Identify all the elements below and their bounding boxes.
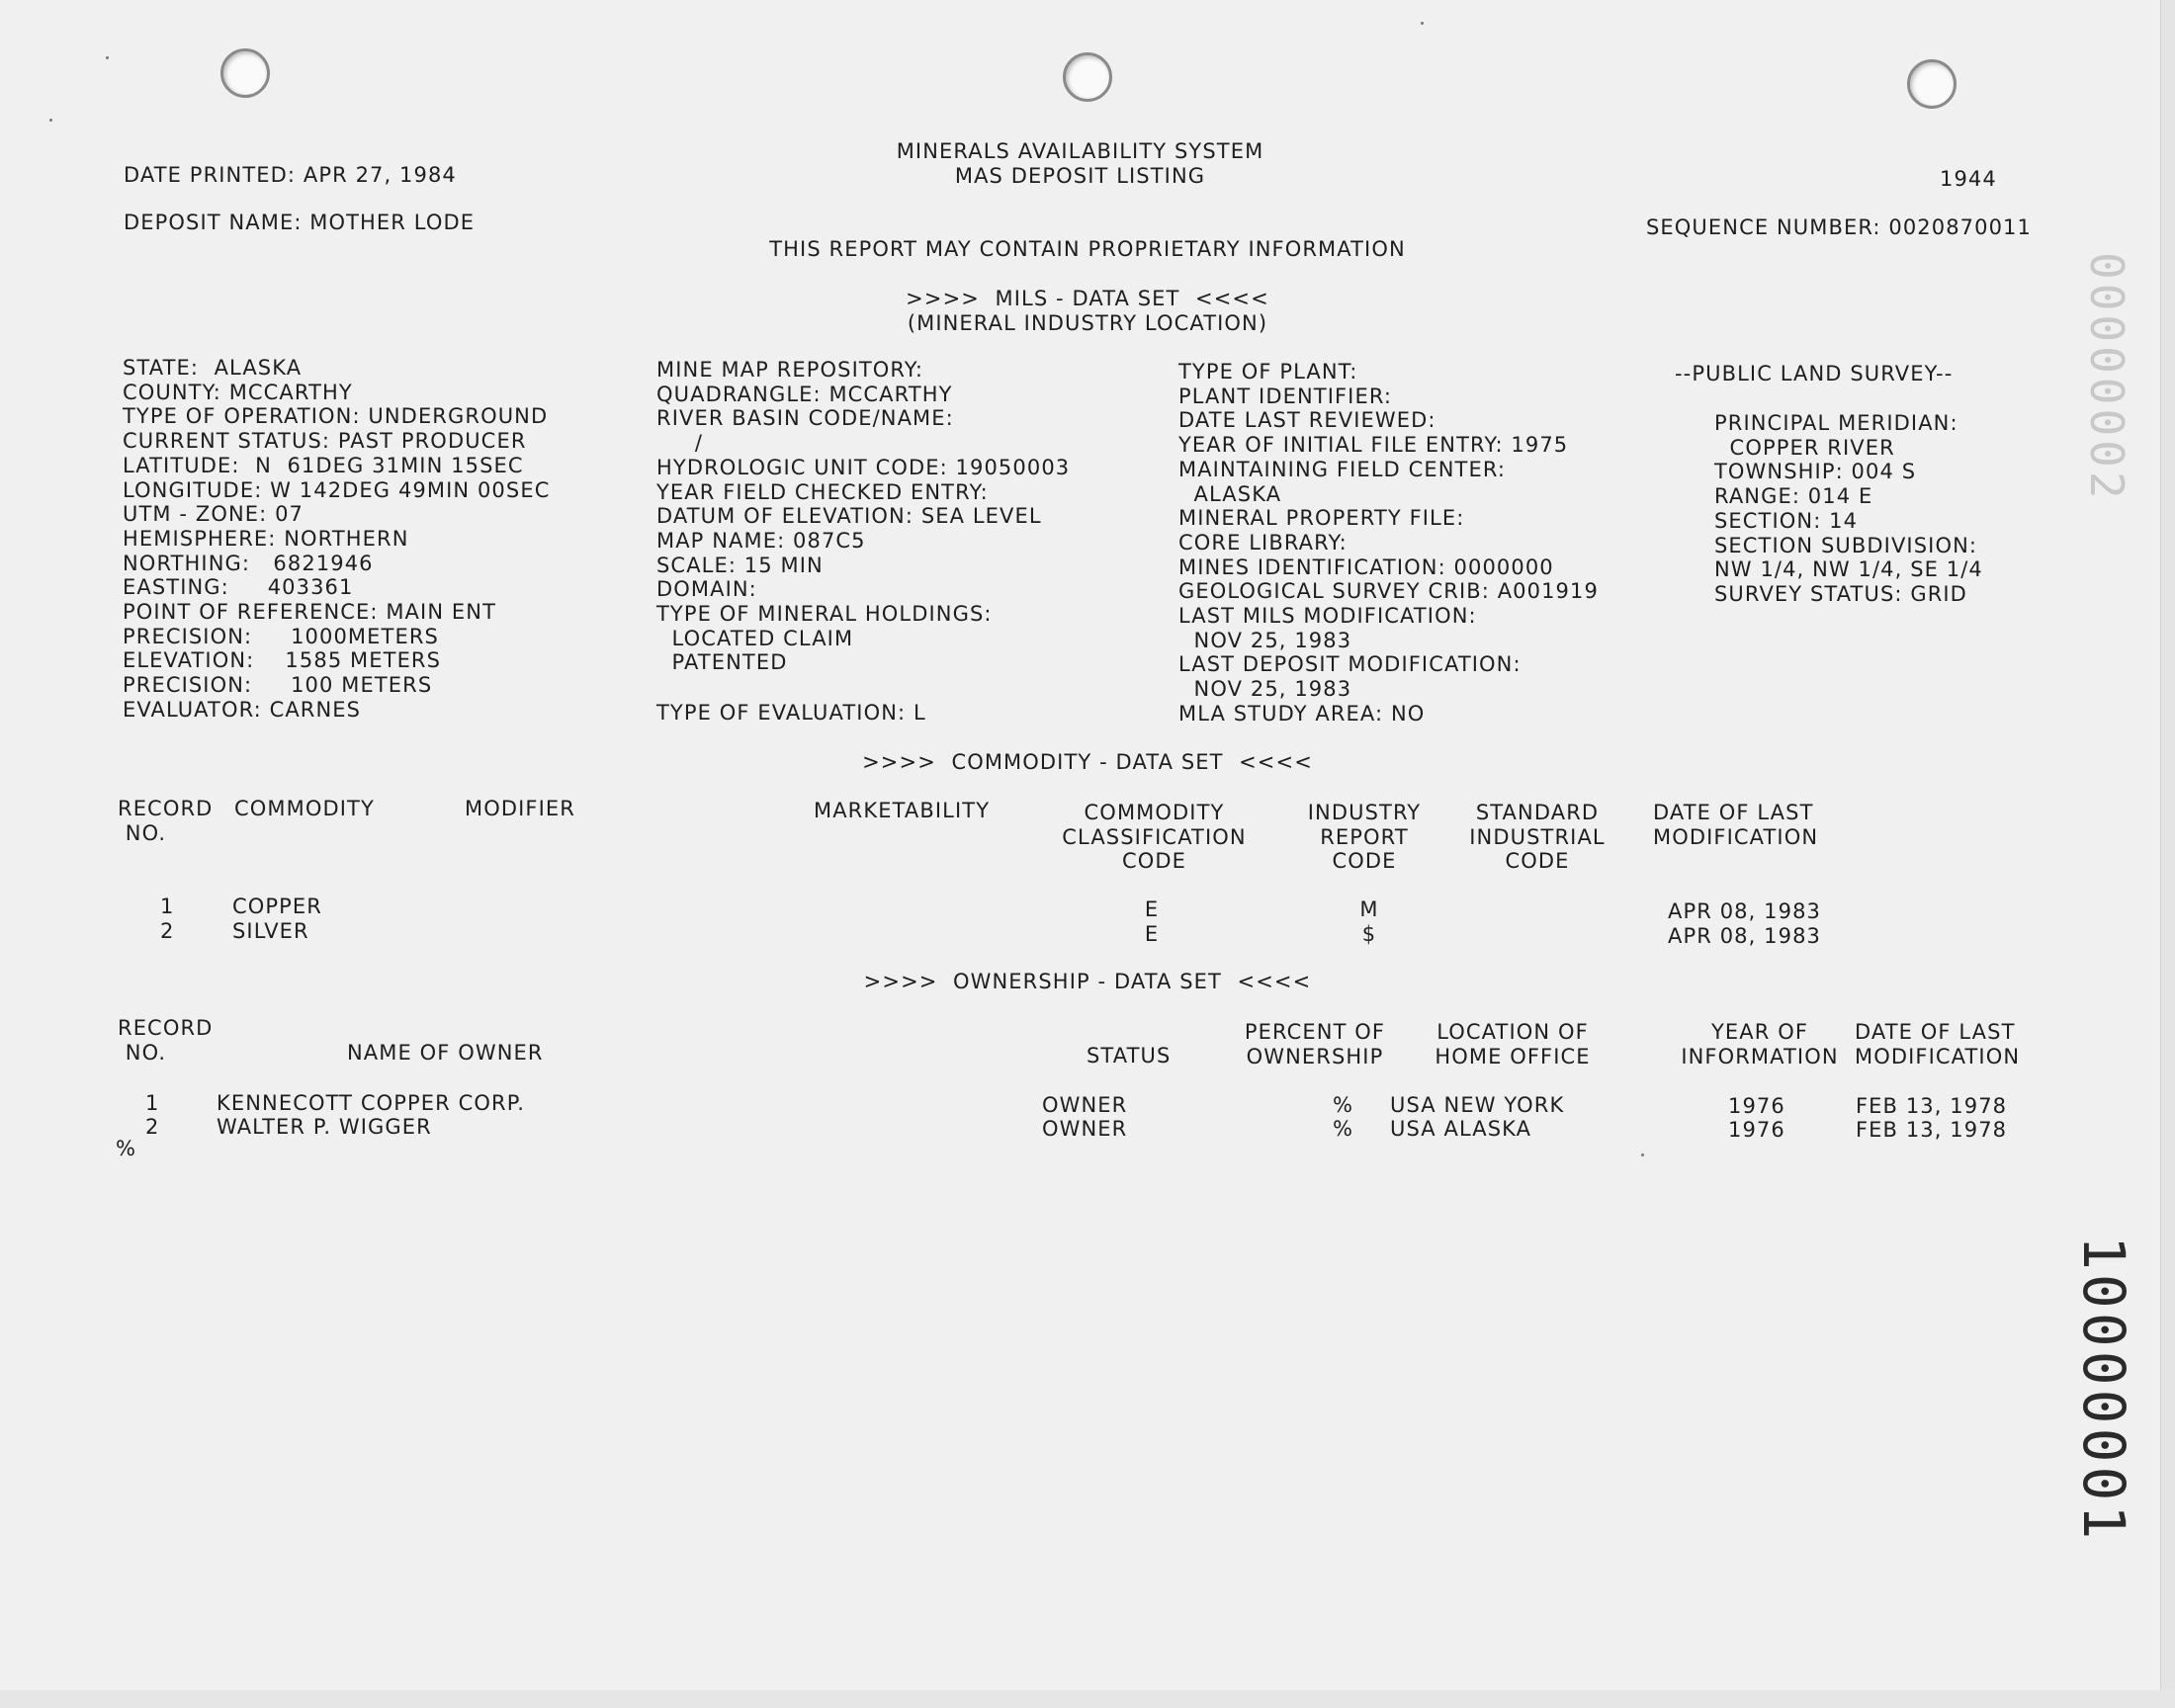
commodity-name: COPPER	[232, 895, 322, 918]
mils-field-line: TYPE OF EVALUATION: L	[656, 700, 926, 725]
mils-field-line: LATITUDE: N 61DEG 31MIN 15SEC	[123, 453, 524, 477]
paper-speck	[1641, 1153, 1644, 1156]
paper-speck	[49, 119, 52, 122]
commodity-header-industry: INDUSTRY REPORT CODE	[1307, 801, 1422, 874]
mils-field-line: POINT OF REFERENCE: MAIN ENT	[123, 600, 497, 624]
mils-field-line: MAP NAME: 087C5	[656, 528, 866, 553]
commodity-industry-code: M	[1359, 897, 1379, 921]
mils-field-line: EASTING: 403361	[123, 575, 354, 600]
mils-field-line: HEMISPHERE: NORTHERN	[123, 526, 409, 551]
mils-field-line: MINE MAP REPOSITORY:	[656, 358, 924, 382]
mils-field-line: CURRENT STATUS: PAST PRODUCER	[123, 429, 527, 454]
mils-field-line: PLANT IDENTIFIER:	[1178, 384, 1393, 408]
mils-field-line: DOMAIN:	[656, 577, 757, 602]
trailing-percent-mark: %	[116, 1137, 137, 1160]
commodity-header-record-no: RECORD NO.	[118, 797, 214, 845]
mils-field-line: MAINTAINING FIELD CENTER:	[1178, 457, 1507, 481]
page-bottom-edge	[0, 1690, 2175, 1708]
faint-id-stamp: 00000002	[2080, 252, 2133, 503]
commodity-record-no: 1	[160, 895, 175, 918]
ownership-header-year: YEAR OF INFORMATION	[1681, 1020, 1839, 1068]
owner-location: USA NEW YORK	[1390, 1093, 1565, 1117]
mils-field-line: LOCATED CLAIM	[656, 626, 854, 650]
mils-field-line: QUADRANGLE: MCCARTHY	[656, 382, 953, 406]
mils-field-line: LAST DEPOSIT MODIFICATION:	[1178, 652, 1522, 677]
owner-record-no: 1	[145, 1091, 160, 1115]
owner-year: 1976	[1728, 1094, 1785, 1118]
mils-field-line: PRINCIPAL MERIDIAN:	[1714, 411, 1958, 435]
mils-field-line: LAST MILS MODIFICATION:	[1178, 604, 1477, 628]
mils-field-line: PRECISION: 100 METERS	[123, 673, 433, 698]
mils-field-line: TOWNSHIP: 004 S	[1714, 460, 1917, 484]
proprietary-notice: THIS REPORT MAY CONTAIN PROPRIETARY INFORMATION	[769, 237, 1406, 261]
commodity-header-modifier: MODIFIER	[465, 797, 575, 820]
commodity-record-no: 2	[160, 919, 175, 943]
commodity-date-modified: APR 08, 1983	[1668, 924, 1822, 948]
mils-field-line: HYDROLOGIC UNIT CODE: 19050003	[656, 455, 1071, 479]
mils-field-line: RANGE: 014 E	[1714, 484, 1873, 509]
date-printed: DATE PRINTED: APR 27, 1984	[124, 163, 457, 187]
ownership-header-status: STATUS	[1087, 1044, 1172, 1068]
mils-field-line: EVALUATOR: CARNES	[123, 697, 362, 722]
document-id-stamp: 10000001	[2070, 1236, 2137, 1544]
mils-field-line: DATE LAST REVIEWED:	[1178, 408, 1436, 433]
punch-hole-left	[220, 48, 270, 98]
mils-field-line: PRECISION: 1000METERS	[123, 624, 439, 648]
mils-field-line: COUNTY: MCCARTHY	[123, 380, 353, 404]
commodity-header-marketability: MARKETABILITY	[814, 799, 991, 822]
ownership-section-title: >>>> OWNERSHIP - DATA SET <<<<	[863, 970, 1312, 993]
mils-field-line: NOV 25, 1983	[1178, 628, 1352, 652]
ownership-header-location: LOCATION OF HOME OFFICE	[1435, 1020, 1591, 1068]
system-title: MINERALS AVAILABILITY SYSTEM	[896, 139, 1264, 163]
owner-date-modified: FEB 13, 1978	[1856, 1118, 2008, 1142]
punch-hole-center	[1063, 52, 1112, 102]
mils-section-title: >>>> MILS - DATA SET <<<<	[906, 287, 1269, 310]
paper-speck	[106, 56, 109, 59]
commodity-industry-code: $	[1361, 922, 1377, 946]
page-edge	[2160, 0, 2175, 1708]
mils-field-line: /	[656, 431, 704, 456]
mils-field-line: SCALE: 15 MIN	[656, 553, 824, 577]
land-survey-title: --PUBLIC LAND SURVEY--	[1675, 362, 1954, 385]
mils-field-line: NW 1/4, NW 1/4, SE 1/4	[1714, 557, 1983, 582]
commodity-header-date: DATE OF LAST MODIFICATION	[1653, 801, 1819, 849]
mils-field-line: UTM - ZONE: 07	[123, 502, 304, 527]
mils-field-line: TYPE OF MINERAL HOLDINGS:	[656, 602, 993, 626]
commodity-header-standard: STANDARD INDUSTRIAL CODE	[1469, 801, 1606, 874]
mils-field-line: MINES IDENTIFICATION: 0000000	[1178, 555, 1554, 579]
mils-field-line: RIVER BASIN CODE/NAME:	[656, 406, 954, 431]
ownership-header-percent: PERCENT OF OWNERSHIP	[1244, 1020, 1386, 1068]
owner-name: KENNECOTT COPPER CORP.	[217, 1091, 525, 1115]
listing-title: MAS DEPOSIT LISTING	[954, 164, 1206, 188]
mils-field-line: SURVEY STATUS: GRID	[1714, 581, 1967, 606]
mils-field-line: ELEVATION: 1585 METERS	[123, 648, 442, 673]
commodity-date-modified: APR 08, 1983	[1668, 899, 1822, 923]
mils-field-line: NOV 25, 1983	[1178, 677, 1352, 702]
owner-record-no: 2	[145, 1115, 160, 1139]
owner-name: WALTER P. WIGGER	[217, 1115, 432, 1139]
mils-field-line: SECTION SUBDIVISION:	[1714, 533, 1978, 557]
owner-percent: %	[1333, 1093, 1354, 1117]
mils-field-line: NORTHING: 6821946	[123, 551, 374, 575]
owner-percent: %	[1333, 1117, 1354, 1141]
owner-status: OWNER	[1042, 1093, 1128, 1117]
commodity-classification: E	[1144, 897, 1160, 921]
mils-field-line: MLA STUDY AREA: NO	[1178, 701, 1426, 726]
mils-field-line: ALASKA	[1178, 481, 1282, 506]
commodity-classification: E	[1144, 922, 1160, 946]
commodity-name: SILVER	[232, 919, 309, 943]
mils-field-line: MINERAL PROPERTY FILE:	[1178, 506, 1465, 531]
page-number: 1944	[1940, 167, 1997, 191]
owner-date-modified: FEB 13, 1978	[1856, 1094, 2008, 1118]
commodity-header-commodity: COMMODITY	[234, 797, 375, 820]
mils-field-line: DATUM OF ELEVATION: SEA LEVEL	[656, 504, 1042, 529]
commodity-header-classification: COMMODITY CLASSIFICATION CODE	[1062, 801, 1247, 874]
owner-year: 1976	[1728, 1118, 1785, 1142]
ownership-header-record-no: RECORD NO.	[118, 1016, 214, 1065]
mils-field-line: SECTION: 14	[1714, 508, 1859, 533]
mils-section-subtitle: (MINERAL INDUSTRY LOCATION)	[907, 311, 1268, 335]
mils-field-line: YEAR OF INITIAL FILE ENTRY: 1975	[1178, 433, 1569, 458]
mils-field-line: STATE: ALASKA	[123, 356, 303, 380]
mils-field-line: TYPE OF PLANT:	[1178, 360, 1358, 384]
sequence-number: SEQUENCE NUMBER: 0020870011	[1646, 215, 2032, 239]
mils-field-line: YEAR FIELD CHECKED ENTRY:	[656, 479, 989, 504]
mils-field-line: GEOLOGICAL SURVEY CRIB: A001919	[1178, 579, 1599, 604]
mils-field-line: LONGITUDE: W 142DEG 49MIN 00SEC	[123, 477, 551, 502]
ownership-header-name: NAME OF OWNER	[347, 1041, 544, 1065]
mils-field-line: TYPE OF OPERATION: UNDERGROUND	[123, 404, 549, 429]
mils-field-line: COPPER RIVER	[1714, 435, 1895, 460]
mils-field-line: CORE LIBRARY:	[1178, 530, 1348, 555]
deposit-name: DEPOSIT NAME: MOTHER LODE	[124, 211, 476, 234]
ownership-header-date: DATE OF LAST MODIFICATION	[1855, 1020, 2021, 1068]
owner-location: USA ALASKA	[1390, 1117, 1532, 1141]
owner-status: OWNER	[1042, 1117, 1128, 1141]
paper-speck	[1421, 22, 1424, 25]
commodity-section-title: >>>> COMMODITY - DATA SET <<<<	[862, 750, 1313, 774]
mils-field-line: PATENTED	[656, 650, 788, 675]
punch-hole-right	[1907, 59, 1957, 109]
